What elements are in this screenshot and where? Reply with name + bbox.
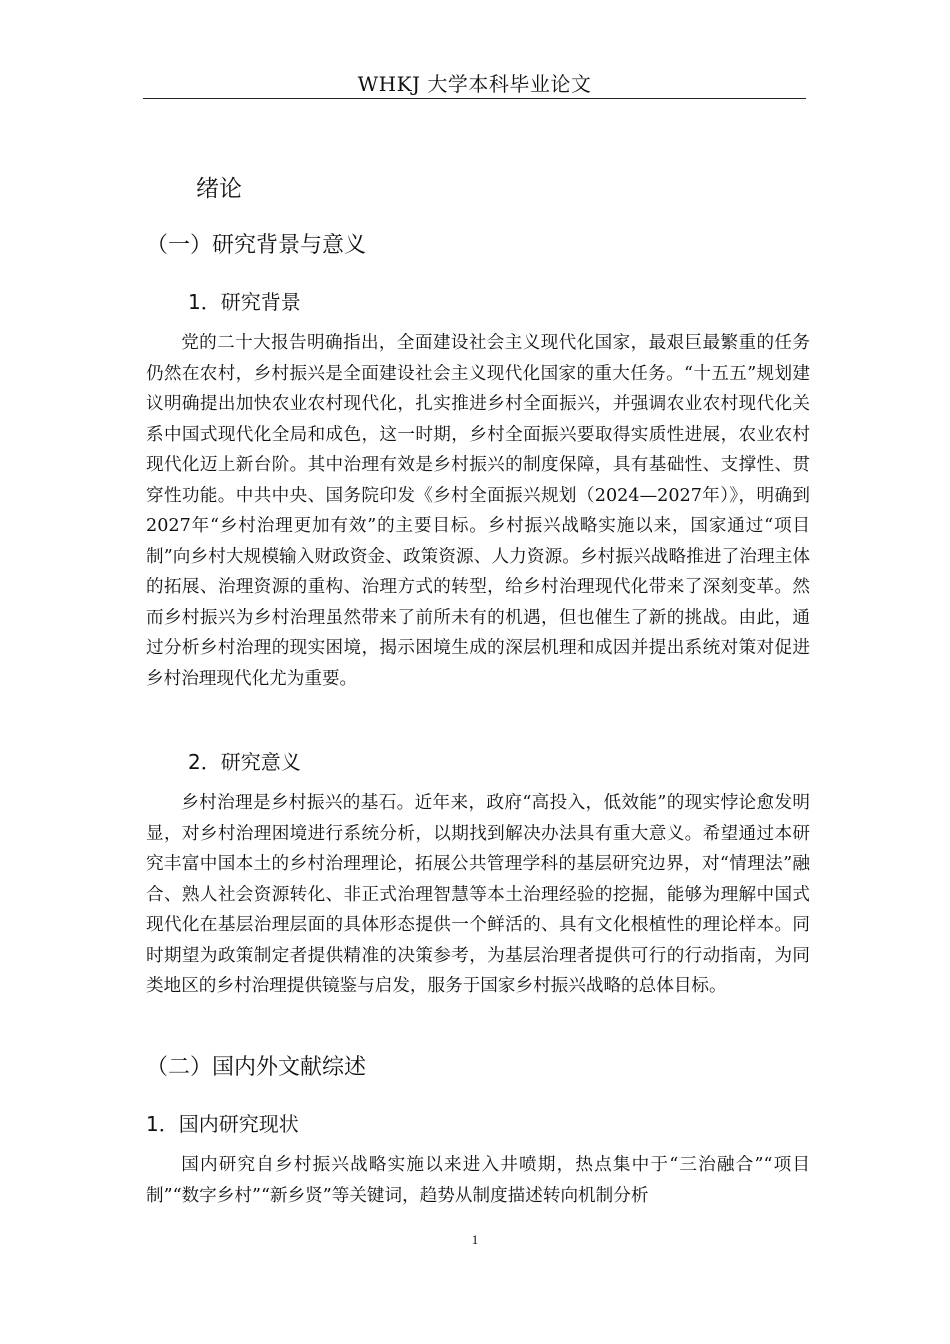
paragraph-domestic-research: 国内研究自乡村振兴战略实施以来进入井喷期，热点集中于“三治融合”“项目制”“数字乡村”“新乡贤”等关键词，趋势从制度描述转向机制分析 xyxy=(146,1155,810,1206)
paragraph-significance: 乡村治理是乡村振兴的基石。近年来，政府“高投入，低效能”的现实悖论愈发明显，对乡村治理困境进行系统分析，以期找到解决办法具有重大意义。希望通过本研究丰富中国本土的乡村治理理论，拓展公共管理学科的基层研究边界，对“情理法”融合、熟人社会资源转化、非正式治理智慧等本土治理经验的挖掘，能够为理解中国式现代化在基层治理层面的具体形态提供一个鲜活的、具有文化根植性的理论样本。同时期望为政策制定者提供精准的决策参考，为基层治理者提供可行的行动指南，为同类地区的乡村治理提供镜鉴与启发，服务于国家乡村振兴战略的总体目标。 xyxy=(146,793,810,996)
section-heading-literature-review: （二）国内外文献综述 xyxy=(146,1055,367,1080)
subsection-heading-domestic-research: 1．国内研究现状 xyxy=(146,1112,299,1136)
header-rule xyxy=(143,98,806,99)
section-heading-background-significance: （一）研究背景与意义 xyxy=(146,233,367,258)
page-number: 1 xyxy=(471,1232,479,1247)
running-header: WHKJ 大学本科毕业论文 xyxy=(357,72,592,96)
subsection-heading-significance: 2．研究意义 xyxy=(188,750,301,774)
paragraph-background: 党的二十大报告明确指出，全面建设社会主义现代化国家，最艰巨最繁重的任务仍然在农村，乡村振兴是全面建设社会主义现代化国家的重大任务。“十五五”规划建议明确提出加快农业农村现代化，扎实推进乡村全面振兴，并强调农业农村现代化关系中国式现代化全局和成色，这一时期，乡村全面振兴要取得实质性进展，农业农村现代化迈上新台阶。其中治理有效是乡村振兴的制度保障，具有基础性、支撑性、贯穿性功能。中共中央、国务院印发《乡村全面振兴规划（2024—2027年）》，明确到2027年“乡村治理更加有效”的主要目标。乡村振兴战略实施以来，国家通过“项目制”向乡村大规模输入财政资金、政策资源、人力资源。乡村振兴战略推进了治理主体的拓展、治理资源的重构、治理方式的转型，给乡村治理现代化带来了深刻变革。然而乡村振兴为乡村治理虽然带来了前所未有的机遇，但也催生了新的挑战。由此，通过分析乡村治理的现实困境，揭示困境生成的深层机理和成因并提出系统对策对促进乡村治理现代化尤为重要。 xyxy=(146,333,810,689)
chapter-title: 绪论 xyxy=(196,176,242,202)
subsection-heading-background: 1．研究背景 xyxy=(188,290,301,314)
